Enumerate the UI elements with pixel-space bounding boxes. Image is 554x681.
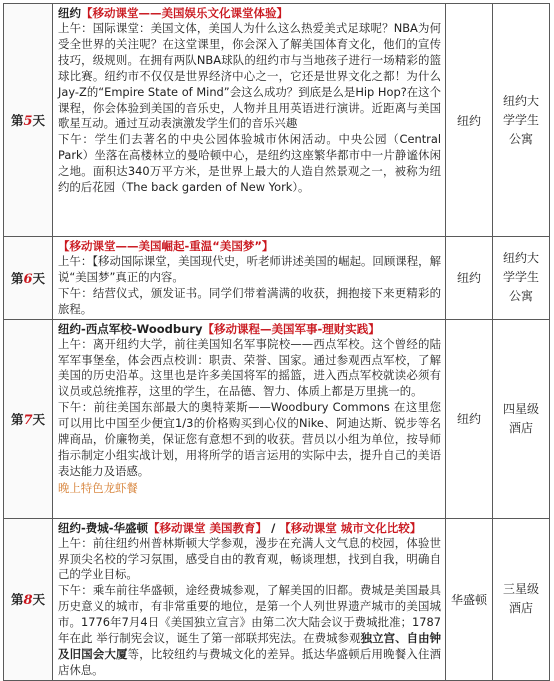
row-title	[58, 520, 441, 536]
table-row	[4, 319, 550, 518]
day-number: 8	[23, 593, 33, 609]
title-plain: 纽约	[58, 6, 81, 20]
table-row	[4, 4, 550, 237]
row-title	[58, 5, 441, 21]
city-cell: 纽约	[446, 237, 493, 320]
hotel-cell	[493, 319, 550, 518]
table-row	[4, 518, 550, 680]
itinerary-table	[3, 3, 550, 681]
title-separator: /	[267, 520, 280, 535]
day-number: 7	[23, 412, 33, 428]
afternoon-text-c: 等，比较纽约与费城文化的差异。抵达华盛顿后用晚餐入住酒店休息。	[58, 646, 441, 677]
title-plain: 纽约-西点军校-Woodbury	[58, 321, 203, 336]
title-course-2: 【移动课堂 城市文化比较】	[279, 520, 422, 535]
table-row	[4, 237, 550, 320]
afternoon-text: 下午：前往美国东部最大的奥特莱斯——Woodbury Commons 在这里您可以用比中国至少便宜1/3的价格购买到心仪的Nike、阿迪达斯、锐步等名牌商品，价廉物美，保证您有意想不到的收获。营员以小组为单位，按导师指示制定小组实战计划，用将所学的语言运用的实际中去，提升自己的美语表达能力及语感。	[58, 400, 441, 478]
day-suffix: 天	[32, 592, 46, 608]
city-cell: 纽约	[446, 319, 493, 518]
title-course: 【移动课堂 美国教育】	[148, 520, 268, 535]
day-prefix: 第	[10, 113, 24, 128]
title-plain: 纽约-费城-华盛顿	[58, 520, 149, 535]
hotel-cell	[493, 237, 550, 320]
morning-text: 上午：国际课堂：美国文体，美国人为什么这么热爱美式足球呢？NBA为何受全世界的关注呢？在这堂课里，你会深入了解美国体育文化，他们的宣传技巧，级规则。在拥有两队NBA球队的纽约市与当地孩子进行一场精彩的篮球比赛。纽约市不仅仅是世界经济中心之一，它还是世界文化之都！为什么Jay-Z的“Empire State of Mind”会这么成功？到底是么是Hip Hop?在这个课程，你会体验到美国的音乐史，人物并且用英语进行演讲。近距离与美国歌星互动。通过互动表演激发学生们的音乐兴趣	[58, 21, 441, 131]
day-suffix: 天	[32, 270, 46, 286]
hotel-text: 纽约大学学生公寓	[502, 93, 539, 146]
morning-text: 上午：【移动国际课堂，美国现代史，听老师讲述美国的崛起。回顾课程，解说“美国梦”真正的内容。	[58, 254, 441, 284]
day-cell	[4, 518, 53, 680]
title-course: 【移动课堂——美国崛起-重温“美国梦”】	[58, 239, 274, 253]
day-number: 6	[23, 271, 33, 287]
hotel-text: 四星级酒店	[502, 401, 539, 435]
description-cell	[53, 237, 446, 320]
city-cell: 纽约	[446, 4, 493, 237]
day-cell	[4, 4, 53, 237]
title-course: 【移动课程—美国军事-理财实践】	[202, 321, 380, 336]
day-cell	[4, 319, 53, 518]
dinner-note: 晚上特色龙虾餐	[58, 480, 138, 495]
title-course: 【移动课堂——美国娱乐文化课堂体验】	[81, 6, 288, 20]
row-title	[58, 321, 441, 337]
description-cell	[53, 518, 446, 680]
day-suffix: 天	[32, 411, 46, 427]
day-prefix: 第	[10, 270, 24, 286]
day-suffix: 天	[32, 113, 46, 128]
description-cell	[53, 319, 446, 518]
afternoon-text: 下午：学生们去著名的中央公园体验城市休闲活动。中央公园（Central Park）坐落在高楼林立的曼哈顿中心，是纽约这座繁华都市中一片静谧休闲之地。面积达340万平方米，是世界上最大的人造自然景观之一，被称为纽约的后花园（The back garden of New York）。	[58, 132, 441, 195]
city-cell: 华盛顿	[446, 518, 493, 680]
hotel-text: 三星级酒店	[502, 582, 539, 616]
row-title	[58, 238, 441, 254]
day-cell	[4, 237, 53, 320]
morning-text: 上午：前往纽约州普林斯顿大学参观，漫步在充满人文气息的校园，体验世界顶尖名校的学习氛围，感受自由的教育观，畅谈理想，找到自我，明确自己的学业目标。	[58, 535, 441, 582]
hotel-cell	[493, 4, 550, 237]
hotel-cell	[493, 518, 550, 680]
day-number: 5	[23, 114, 33, 129]
hotel-text: 纽约大学学生公寓	[502, 251, 539, 304]
day-prefix: 第	[10, 592, 24, 608]
day-prefix: 第	[10, 411, 24, 427]
description-cell	[53, 4, 446, 237]
morning-text: 上午：离开纽约大学，前往美国知名军事院校——西点军校。这个曾经的陆军军事堡垒，体会西点校训：职责、荣誉、国家。通过参观西点军校，了解美国的历史沿革。这里也是许多美国将军的摇篮，进入西点军校就读必须有议员或总统推荐，这里的学生，在品德、智力、体质上都是万里挑一的。	[58, 336, 441, 399]
afternoon-text: 下午：结营仪式，颁发证书。同学们带着满满的收获，拥抱接下来更精彩的旅程。	[58, 285, 441, 316]
afternoon-highlight: 独立宫、自由钟及旧国会大厦	[58, 631, 441, 661]
afternoon-text-a: 下午：乘车前往华盛顿，途经费城参观，了解美国的旧都。费城是美国最具历史意义的城市，有非常重要的地位，是第一个人列世界遗产城市的美国城市。1776年7月4日《美国独立宣言》由第二次大陆会议于费城批准；1787年在此 举行制宪会议，诞生了第一部联邦宪法。在费城参观	[58, 583, 441, 646]
afternoon-text	[58, 583, 441, 678]
